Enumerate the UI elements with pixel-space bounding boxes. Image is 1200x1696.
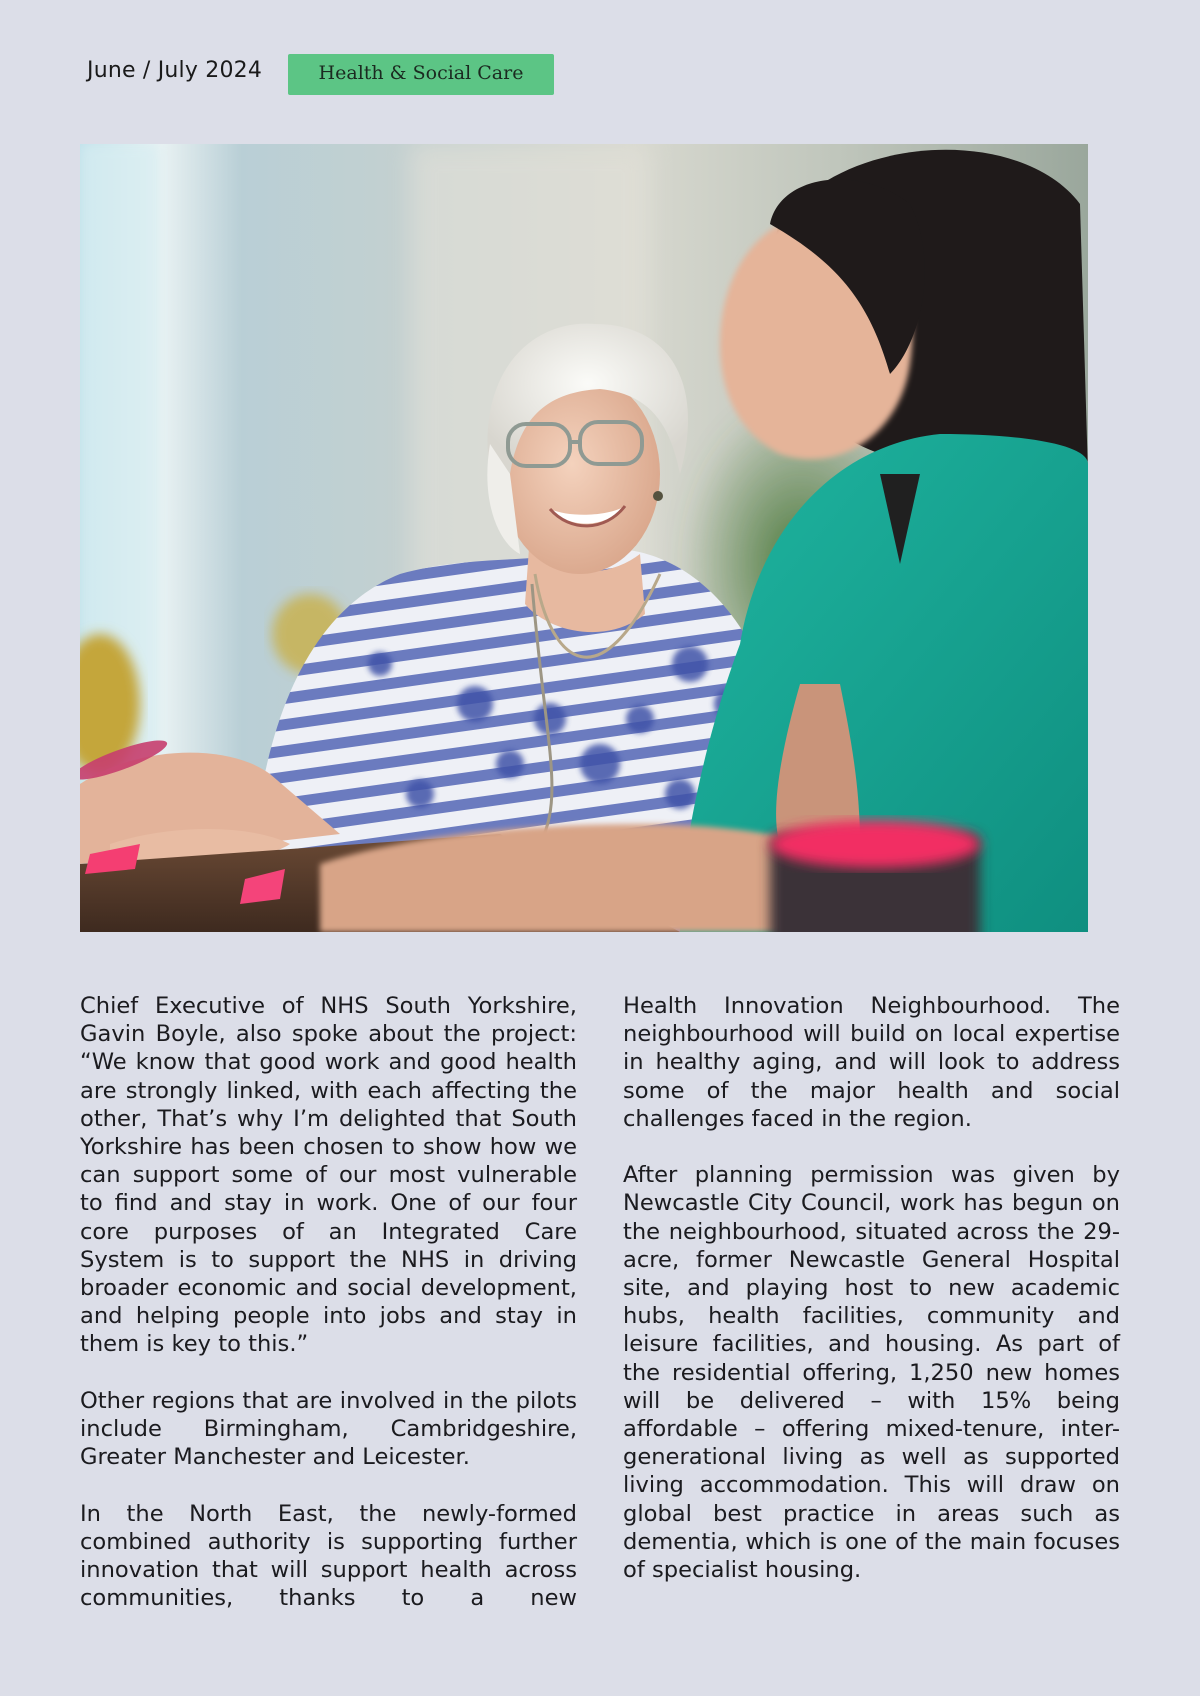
article-paragraph: In the North East, the newly-formed combined authority is supporting further innovation that will support health across communities, thanks to a new bbox=[80, 1500, 577, 1612]
article-photo bbox=[80, 144, 1088, 932]
issue-date: June / July 2024 bbox=[87, 58, 263, 83]
article-paragraph: After planning permission was given by Newcastle City Council, work has begun on the neighbourhood, situated across the 29-acre, former Newcastle General Hospital site, and playing host to new academic hubs, health facilities, community and leisure facilities, and housing. As part of the residential offering, 1,250 new homes will be delivered – with 15% being affordable – offering mixed-tenure, inter-generational living as well as supported living accommodation. This will draw on global best practice in areas such as dementia, which is one of the main focuses of specialist housing. bbox=[623, 1162, 1120, 1584]
section-tag: Health & Social Care bbox=[288, 54, 554, 95]
article-paragraph: Chief Executive of NHS South Yorkshire, Gavin Boyle, also spoke about the project: “We know that good work and good health are strongly linked, with each affecting the other, That’s why I’m delighted that South Yorkshire has been chosen to show how we can support some of our most vulnerable to find and stay in work. One of our four core purposes of an Integrated Care System is to support the NHS in driving broader economic and social development, and helping people into jobs and stay in them is key to this.” bbox=[80, 993, 577, 1358]
article-column-right bbox=[623, 992, 1120, 1584]
article-paragraph: Other regions that are involved in the pilots include Birmingham, Cambridgeshire, Greater Manchester and Leicester. bbox=[80, 1387, 577, 1471]
article-paragraph: Health Innovation Neighbourhood. The neighbourhood will build on local expertise in healthy aging, and will look to address some of the major health and social challenges faced in the region. bbox=[623, 993, 1120, 1132]
article-column-left bbox=[80, 992, 577, 1612]
photo-illustration bbox=[80, 144, 1088, 932]
